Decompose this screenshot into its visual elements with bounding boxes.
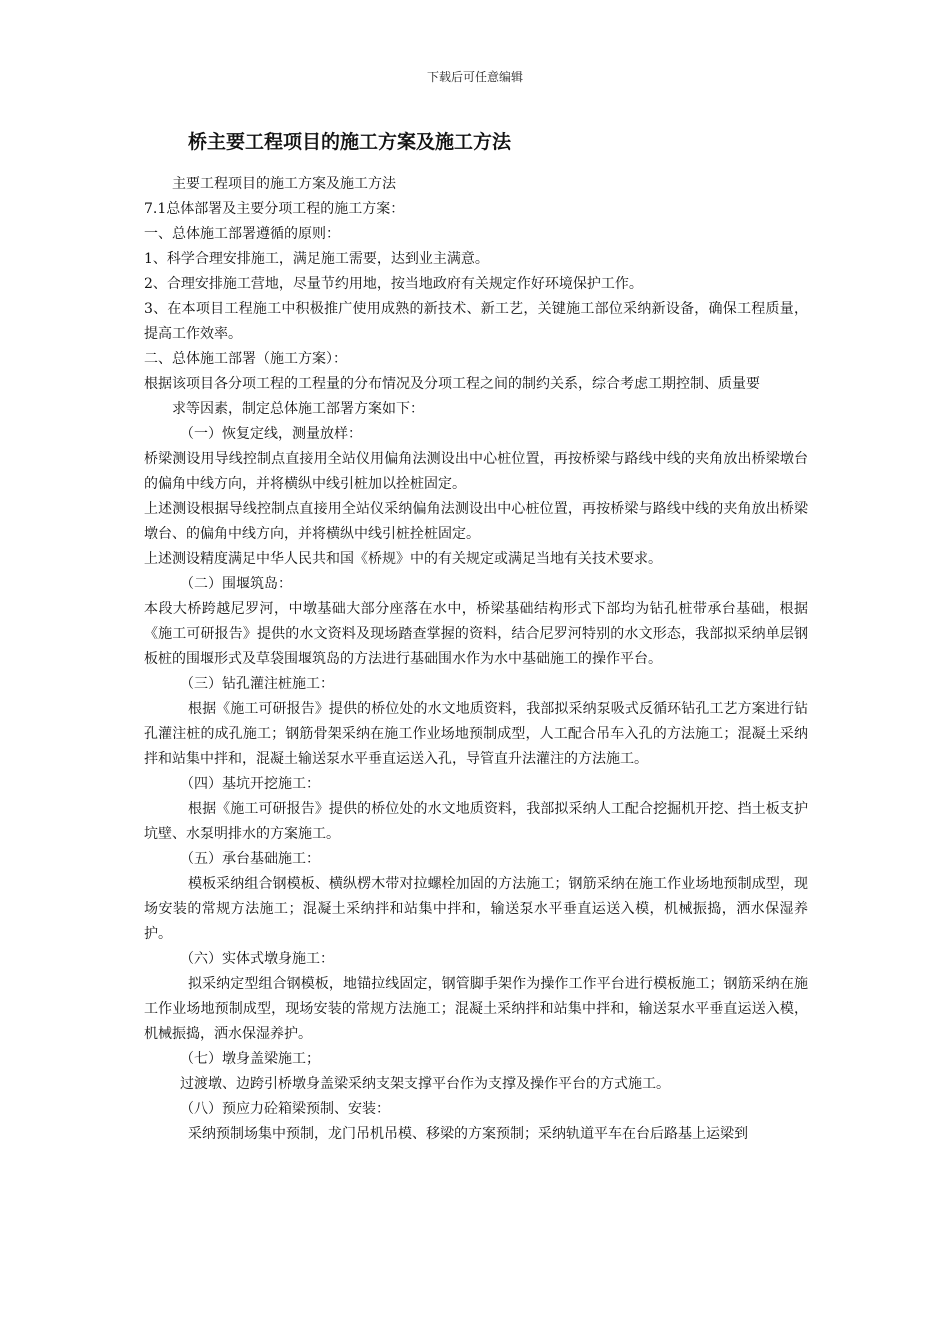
paragraph: 模板采纳组合钢模板、横纵楞木带对拉螺栓加固的方法施工；钢筋采纳在施工作业场地预制成型，现场安装的常规方法施工；混凝土采纳拌和站集中拌和，输送泵水平垂直运送入模，机械振捣，洒水保湿养护。	[144, 876, 808, 942]
document-title: 桥主要工程项目的施工方案及施工方法	[188, 131, 512, 153]
header-note: 下载后可任意编辑	[426, 70, 523, 84]
subsection-heading: （四）基坑开挖施工：	[180, 776, 320, 792]
paragraph: 上述测设根据导线控制点直接用全站仪采纳偏角法测设出中心桩位置，再按桥梁与路线中线的夹角放出桥梁墩台、的偏角中线方向，并将横纵中线引桩拴桩固定。	[144, 501, 808, 542]
paragraph: 根据《施工可研报告》提供的桥位处的水文地质资料，我部拟采纳人工配合挖掘机开挖、挡土板支护坑壁、水泵明排水的方案施工。	[144, 801, 808, 842]
paragraph: 拟采纳定型组合钢模板，地锚拉线固定，钢管脚手架作为操作工作平台进行模板施工；钢筋采纳在施工作业场地预制成型，现场安装的常规方法施工；混凝土采纳拌和站集中拌和，输送泵水平垂直运送入模，机械振捣，洒水保湿养护。	[144, 976, 808, 1042]
subsection-heading: （一）恢复定线，测量放样：	[180, 426, 362, 442]
paragraph: 过渡墩、边跨引桥墩身盖梁采纳支架支撑平台作为支撑及操作平台的方式施工。	[180, 1076, 670, 1092]
paragraph: 采纳预制场集中预制，龙门吊机吊模、移梁的方案预制；采纳轨道平车在台后路基上运梁到	[188, 1126, 748, 1142]
list-item: 1、科学合理安排施工，满足施工需要，达到业主满意。	[144, 251, 489, 267]
section-heading: 一、总体施工部署遵循的原则：	[144, 226, 340, 242]
paragraph: 求等因素，制定总体施工部署方案如下：	[172, 401, 424, 417]
subsection-heading: （七）墩身盖梁施工；	[180, 1051, 320, 1067]
paragraph: 上述测设精度满足中华人民共和国《桥规》中的有关规定或满足当地有关技术要求。	[144, 551, 662, 567]
subsection-heading: （八）预应力砼箱梁预制、安装：	[180, 1101, 390, 1117]
subsection-heading: （三）钻孔灌注桩施工：	[180, 676, 334, 692]
subsection-heading: （五）承台基础施工：	[180, 851, 320, 867]
document-body	[144, 172, 808, 1147]
paragraph: 根据《施工可研报告》提供的桥位处的水文地质资料，我部拟采纳泵吸式反循环钻孔工艺方案进行钻孔灌注桩的成孔施工；钢筋骨架采纳在施工作业场地预制成型，人工配合吊车入孔的方法施工；混凝土采纳拌和站集中拌和，混凝土输送泵水平垂直运送入孔，导管直升法灌注的方法施工。	[144, 701, 808, 767]
section-heading: 7.1总体部署及主要分项工程的施工方案：	[144, 201, 405, 217]
section-heading: 二、总体施工部署（施工方案）：	[144, 351, 347, 367]
list-item: 3、在本项目工程施工中积极推广使用成熟的新技术、新工艺，关键施工部位采纳新设备，确保工程质量，提高工作效率。	[144, 301, 808, 342]
subsection-heading: （六）实体式墩身施工：	[180, 951, 334, 967]
paragraph: 本段大桥跨越尼罗河，中墩基础大部分座落在水中，桥梁基础结构形式下部均为钻孔桩带承台基础，根据《施工可研报告》提供的水文资料及现场踏查掌握的资料，结合尼罗河特别的水文形态，我部拟采纳单层钢板桩的围堰形式及草袋围堰筑岛的方法进行基础围水作为水中基础施工的操作平台。	[144, 601, 808, 667]
paragraph: 根据该项目各分项工程的工程量的分布情况及分项工程之间的制约关系，综合考虑工期控制、质量要	[144, 376, 760, 392]
paragraph: 主要工程项目的施工方案及施工方法	[172, 176, 396, 192]
list-item: 2、合理安排施工营地，尽量节约用地，按当地政府有关规定作好环境保护工作。	[144, 276, 643, 292]
subsection-heading: （二）围堰筑岛：	[180, 576, 292, 592]
paragraph: 桥梁测设用导线控制点直接用全站仪用偏角法测设出中心桩位置，再按桥梁与路线中线的夹角放出桥梁墩台的偏角中线方向，并将横纵中线引桩加以拴桩固定。	[144, 451, 808, 492]
